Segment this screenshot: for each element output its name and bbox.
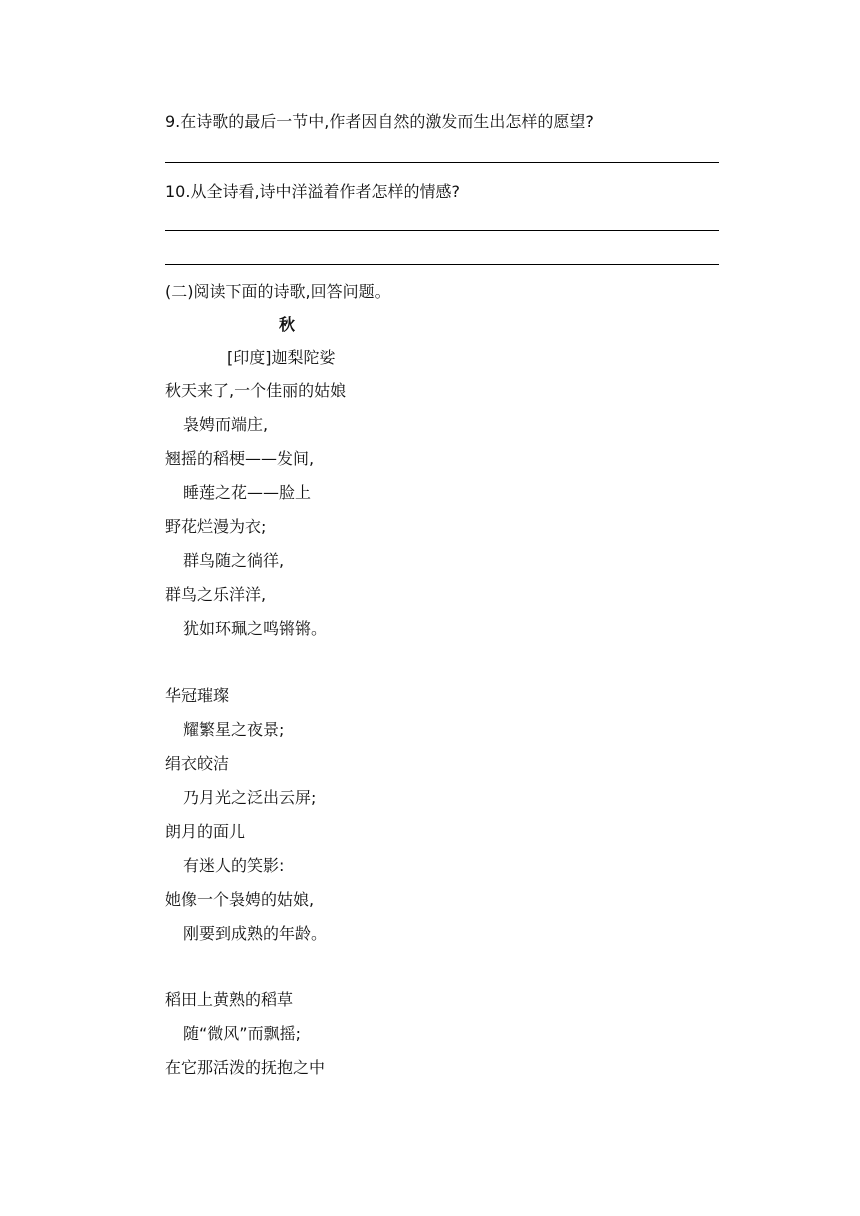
section-heading: (二)阅读下面的诗歌,回答问题。 xyxy=(165,282,391,301)
poem-line: 犹如环珮之鸣锵锵。 xyxy=(183,619,328,638)
poem-line: 群鸟之乐洋洋, xyxy=(165,585,267,604)
poem-line: 朗月的面儿 xyxy=(165,822,246,841)
answer-line-q10-2 xyxy=(165,264,719,265)
poem-line: 刚要到成熟的年龄。 xyxy=(183,924,328,943)
poem-line: 华冠璀璨 xyxy=(165,686,230,705)
question-10: 10.从全诗看,诗中洋溢着作者怎样的情感? xyxy=(165,182,461,201)
poem-line: 野花烂漫为衣; xyxy=(165,517,267,536)
poem-line: 翘摇的稻梗——发间, xyxy=(165,449,315,468)
poem-author: [印度]迦梨陀娑 xyxy=(227,348,336,367)
answer-line-q9 xyxy=(165,162,719,163)
answer-line-q10-1 xyxy=(165,230,719,231)
question-9: 9.在诗歌的最后一节中,作者因自然的激发而生出怎样的愿望? xyxy=(165,112,594,131)
poem-line: 稻田上黄熟的稻草 xyxy=(165,990,294,1009)
poem-line: 她像一个袅娉的姑娘, xyxy=(165,890,315,909)
poem-line: 秋天来了,一个佳丽的姑娘 xyxy=(165,381,347,400)
poem-line: 随“微风”而飘摇; xyxy=(183,1024,301,1043)
poem-line: 在它那活泼的抚抱之中 xyxy=(165,1058,326,1077)
poem-title: 秋 xyxy=(279,315,296,334)
poem-line: 绢衣皎洁 xyxy=(165,754,230,773)
poem-line: 耀繁星之夜景; xyxy=(183,720,285,739)
poem-line: 睡莲之花——脸上 xyxy=(183,483,312,502)
poem-line: 群鸟随之徜徉, xyxy=(183,551,285,570)
poem-line: 袅娉而端庄, xyxy=(183,415,269,434)
poem-line: 乃月光之泛出云屏; xyxy=(183,788,317,807)
poem-line: 有迷人的笑影: xyxy=(183,856,285,875)
